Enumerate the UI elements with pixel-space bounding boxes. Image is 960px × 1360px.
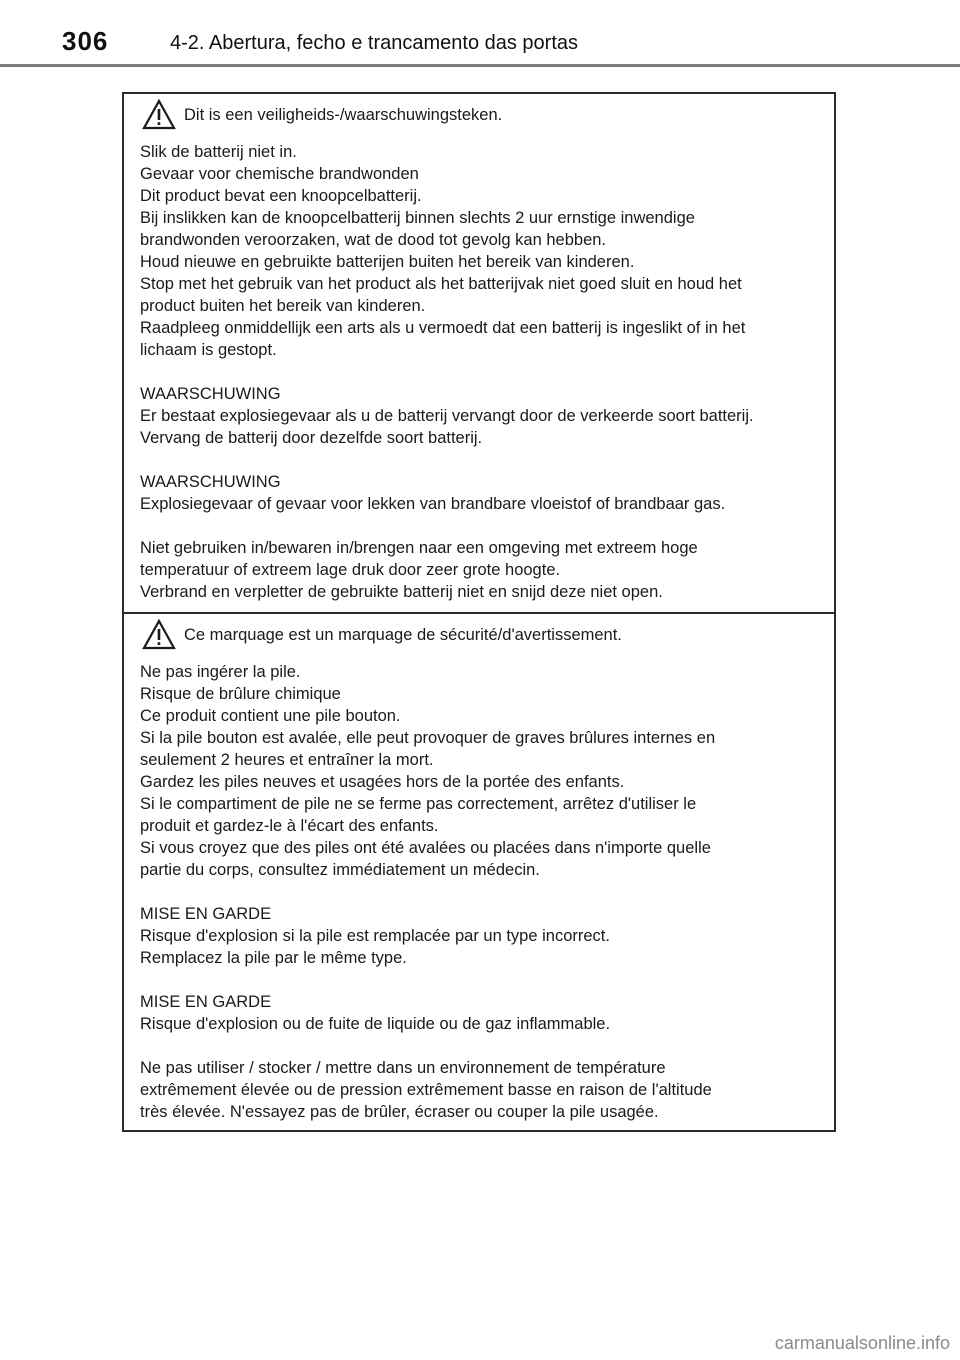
paragraph-gap [140,515,830,537]
text-line: Raadpleeg onmiddellijk een arts als u vermoedt dat een batterij is ingeslikt of in het [140,319,746,337]
text-line: Ne pas ingérer la pile. [140,663,301,681]
warning-heading: WAARSCHUWING [140,385,281,403]
text-line: Si vous croyez que des piles ont été avalées ou placées dans n'importe quelle [140,839,711,857]
safety-notice-text: Ce marquage est un marquage de sécurité/d'avertissement. [184,626,622,644]
text-line: partie du corps, consultez immédiatement un médecin. [140,861,540,879]
text-line: Si la pile bouton est avalée, elle peut provoquer de graves brûlures internes en [140,729,716,747]
paragraph-gap [140,449,830,471]
text-line: seulement 2 heures et entraîner la mort. [140,751,434,769]
text-line: Vervang de batterij door dezelfde soort batterij. [140,429,483,447]
text-line: Niet gebruiken in/bewaren in/brengen naar een omgeving met extreem hoge [140,539,698,557]
page-number: 306 [62,26,109,56]
paragraph-gap [140,361,830,383]
paragraph-gap [140,881,830,903]
text-line: très élevée. N'essayez pas de brûler, écraser ou couper la pile usagée. [140,1103,659,1121]
text-line: Dit product bevat een knoopcelbatterij. [140,187,422,205]
page-header [0,0,960,70]
safety-notice-line [140,98,830,132]
text-line: Ne pas utiliser / stocker / mettre dans un environnement de température [140,1059,666,1077]
warning-heading: MISE EN GARDE [140,905,272,923]
text-line: Bij inslikken kan de knoopcelbatterij binnen slechts 2 uur ernstige inwendige [140,209,695,227]
warning-triangle-icon [142,99,176,131]
french-warning-text [140,661,830,1123]
safety-notice-text: Dit is een veiligheids-/waarschuwingsteken. [184,106,503,124]
text-line: Gardez les piles neuves et usagées hors de la portée des enfants. [140,773,625,791]
safety-notice-line [140,618,830,652]
warning-triangle-icon [142,619,176,651]
text-line: Risque d'explosion si la pile est remplacée par un type incorrect. [140,927,610,945]
french-warning-panel [124,614,834,1130]
text-line: Stop met het gebruik van het product als het batterijvak niet goed sluit en houd het [140,275,742,293]
header-divider [0,64,960,67]
watermark-logo: carmanualsonline.info [774,1333,950,1353]
paragraph-gap [140,969,830,991]
text-line: produit et gardez-le à l'écart des enfants. [140,817,439,835]
text-line: Explosiegevaar of gevaar voor lekken van brandbare vloeistof of brandbaar gas. [140,495,726,513]
text-line: Remplacez la pile par le même type. [140,949,407,967]
text-line: Si le compartiment de pile ne se ferme pas correctement, arrêtez d'utiliser le [140,795,697,813]
text-line: Risque de brûlure chimique [140,685,341,703]
warning-heading: MISE EN GARDE [140,993,272,1011]
warning-heading: WAARSCHUWING [140,473,281,491]
paragraph-gap [140,1035,830,1057]
text-line: Gevaar voor chemische brandwonden [140,165,419,183]
dutch-warning-text [140,141,830,603]
text-line: Slik de batterij niet in. [140,143,297,161]
battery-warning-label [122,92,836,1132]
text-line: Verbrand en verpletter de gebruikte batterij niet en snijd deze niet open. [140,583,663,601]
section-title: 4-2. Abertura, fecho e trancamento das portas [170,32,579,54]
text-line: Risque d'explosion ou de fuite de liquide ou de gaz inflammable. [140,1015,611,1033]
text-line: temperatuur of extreem lage druk door zeer grote hoogte. [140,561,561,579]
text-line: product buiten het bereik van kinderen. [140,297,426,315]
text-line: Er bestaat explosiegevaar als u de batterij vervangt door de verkeerde soort batterij. [140,407,754,425]
text-line: Houd nieuwe en gebruikte batterijen buiten het bereik van kinderen. [140,253,635,271]
text-line: Ce produit contient une pile bouton. [140,707,401,725]
text-line: brandwonden veroorzaken, wat de dood tot gevolg kan hebben. [140,231,607,249]
text-line: extrêmement élevée ou de pression extrêmement basse en raison de l'altitude [140,1081,712,1099]
text-line: lichaam is gestopt. [140,341,277,359]
dutch-warning-panel [124,94,834,614]
